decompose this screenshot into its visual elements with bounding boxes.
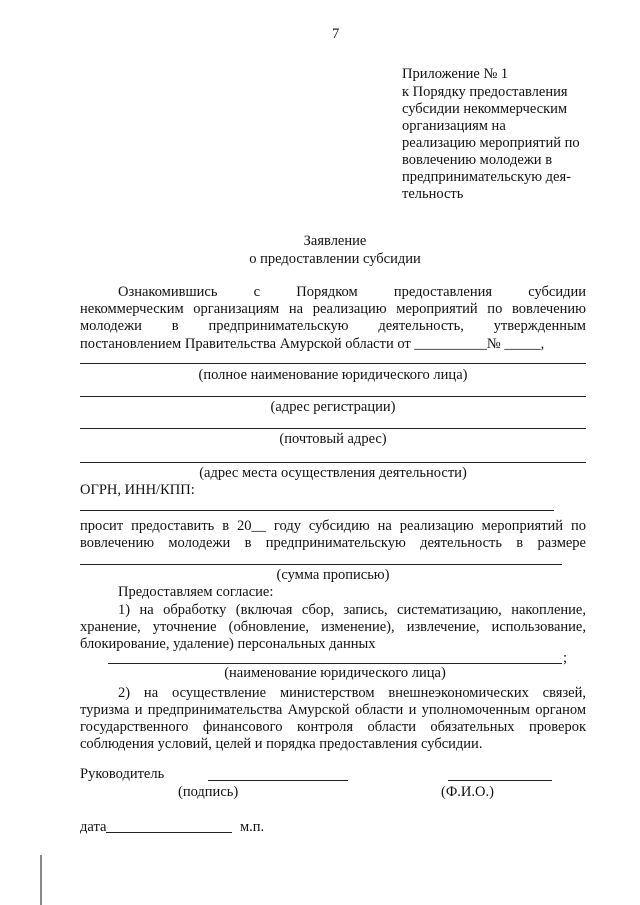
signature-field-line[interactable]	[208, 780, 348, 781]
consent-item2-line: туризма и предпринимательства Амурской области и уполномоченным органом	[80, 702, 586, 718]
consent-item1-line: хранение, уточнение (обновление, изменение), извлечение, использование,	[80, 619, 586, 635]
seal-label: м.п.	[240, 819, 265, 835]
consent-item2-line: государственного финансового контроля области обязательных проверок	[80, 719, 586, 735]
consent-item1-line: 1) на обработку (включая сбор, запись, систематизацию, накопление,	[118, 602, 586, 618]
appendix-line: тельность	[402, 186, 464, 202]
request-line: просит предоставить в 20__ году субсидию на реализацию мероприятий по	[80, 518, 586, 534]
signature-caption: (подпись)	[178, 784, 239, 800]
legal-name-field-line[interactable]	[80, 363, 586, 364]
date-field-line[interactable]	[106, 832, 232, 833]
appendix-line: предпринимательскую дея-	[402, 169, 571, 185]
intro-line: постановлением Правительства Амурской области от __________№ _____,	[80, 336, 545, 352]
appendix-line: реализацию мероприятий по	[402, 135, 580, 151]
org-name-field-line[interactable]	[108, 663, 562, 664]
amount-field-line[interactable]	[80, 564, 562, 565]
appendix-line: организациям на	[402, 118, 506, 134]
intro-line: некоммерческим организациям на реализацию мероприятий по вовлечению	[80, 301, 586, 317]
document-title: Заявление	[303, 233, 367, 249]
date-label: дата	[80, 819, 107, 835]
amount-caption: (сумма прописью)	[276, 567, 390, 583]
intro-line: Ознакомившись с Порядком предоставления субсидии	[118, 284, 586, 300]
intro-line: молодежи в предпринимательскую деятельность, утвержденным	[80, 318, 586, 334]
consent-item2-line: 2) на осуществление министерством внешнеэкономических связей,	[118, 685, 586, 701]
activity-address-caption: (адрес места осуществления деятельности)	[199, 465, 467, 481]
consent-heading: Предоставляем согласие:	[118, 584, 274, 600]
activity-address-field-line[interactable]	[80, 462, 586, 463]
reg-address-field-line[interactable]	[80, 396, 586, 397]
page-number: 7	[332, 26, 340, 42]
appendix-line: Приложение № 1	[402, 66, 509, 82]
reg-address-caption: (адрес регистрации)	[270, 399, 396, 415]
legal-name-caption: (полное наименование юридического лица)	[198, 367, 468, 383]
request-line: вовлечению молодежи в предпринимательскую деятельность в размере	[80, 535, 586, 551]
consent-item2-line: соблюдения условий, целей и порядка предоставления субсидии.	[80, 736, 483, 752]
semicolon: ;	[563, 650, 568, 666]
fio-caption: (Ф.И.О.)	[441, 784, 494, 800]
org-name-caption: (наименование юридического лица)	[224, 665, 446, 681]
ogrn-label: ОГРН, ИНН/КПП:	[80, 482, 195, 498]
postal-address-caption: (почтовый адрес)	[279, 431, 387, 447]
consent-item1-line: блокирование, удаление) персональных данных	[80, 636, 376, 652]
appendix-line: к Порядку предоставления	[402, 84, 568, 100]
postal-address-field-line[interactable]	[80, 428, 586, 429]
head-label: Руководитель	[80, 766, 165, 782]
appendix-line: субсидии некоммерческим	[402, 101, 568, 117]
ogrn-field-line[interactable]	[80, 510, 554, 511]
appendix-line: вовлечению молодежи в	[402, 152, 553, 168]
fio-field-line[interactable]	[448, 780, 552, 781]
scan-edge-mark	[40, 855, 42, 905]
document-subtitle: о предоставлении субсидии	[249, 251, 421, 267]
